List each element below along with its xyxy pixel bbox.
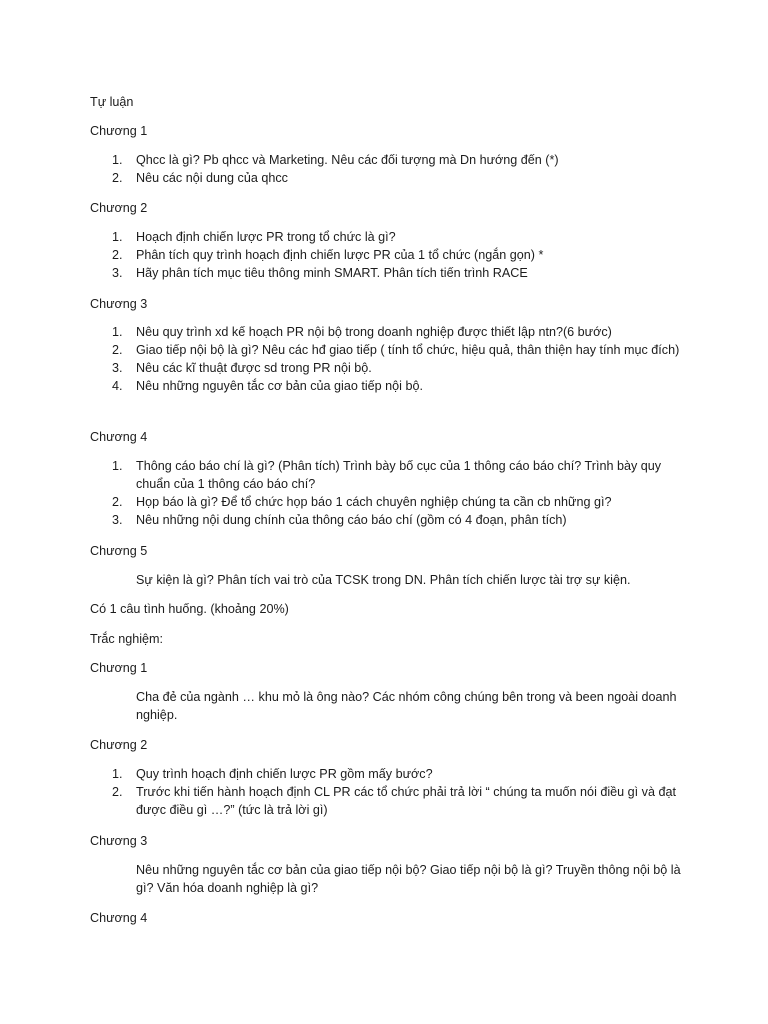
essay-ch3-list xyxy=(90,323,690,395)
essay-ch2-title: Chương 2 xyxy=(90,201,148,215)
mc-ch4-title: Chương 4 xyxy=(90,911,148,925)
essay-ch5-title: Chương 5 xyxy=(90,544,148,558)
essay-ch3-title: Chương 3 xyxy=(90,297,148,311)
list-item: 3. Nêu các kĩ thuật được sd trong PR nội bộ. xyxy=(112,361,372,375)
mc-ch2-title: Chương 2 xyxy=(90,738,148,752)
list-item: 2. Họp báo là gì? Để tổ chức họp báo 1 cách chuyên nghiệp chúng ta cần cb những gì? xyxy=(112,495,612,509)
list-item: 1. Quy trình hoạch định chiến lược PR gồm mấy bước? xyxy=(112,767,433,781)
heading-essay: Tự luận xyxy=(90,95,134,109)
essay-ch1-title: Chương 1 xyxy=(90,124,148,138)
mc-ch3-title: Chương 3 xyxy=(90,834,148,848)
mc-ch1-title: Chương 1 xyxy=(90,661,148,675)
list-item: 2. Phân tích quy trình hoạch định chiến lược PR của 1 tổ chức (ngắn gọn) * xyxy=(112,248,544,262)
mc-ch2-list xyxy=(90,765,690,819)
mc-ch1-text: Cha đẻ của ngành … khu mỏ là ông nào? Các nhóm công chúng bên trong và been ngoài doanh nghiệp. xyxy=(136,690,681,722)
essay-ch4-title: Chương 4 xyxy=(90,430,148,444)
essay-ch2-list xyxy=(90,228,690,282)
list-item: 1. Hoạch định chiến lược PR trong tổ chức là gì? xyxy=(112,230,396,244)
essay-ch4-list xyxy=(90,457,690,529)
essay-ch1-list xyxy=(90,151,690,187)
list-item: 1. Qhcc là gì? Pb qhcc và Marketing. Nêu các đối tượng mà Dn hướng đến (*) xyxy=(112,153,559,167)
list-item: 3. Nêu những nội dung chính của thông cáo báo chí (gồm có 4 đoạn, phân tích) xyxy=(112,513,567,527)
list-item: 1. Thông cáo báo chí là gì? (Phân tích) Trình bày bố cục của 1 thông cáo báo chí? Trình bày quy chuẩn của 1 thông cáo báo chí? xyxy=(112,459,662,491)
mc-ch3-text: Nêu những nguyên tắc cơ bản của giao tiếp nội bộ? Giao tiếp nội bộ là gì? Truyền thông nội bộ là gì? Văn hóa doanh nghiệp là gì? xyxy=(136,863,685,895)
essay-ch5-text: Sự kiện là gì? Phân tích vai trò của TCSK trong DN. Phân tích chiến lược tài trợ sự kiện. xyxy=(136,573,631,587)
situation-note: Có 1 câu tình huống. (khoảng 20%) xyxy=(90,602,289,616)
heading-multiple-choice: Trắc nghiệm: xyxy=(90,632,164,646)
list-item: 2. Trước khi tiến hành hoạch định CL PR các tổ chức phải trả lời “ chúng ta muốn nói điều gì và đạt được điều gì …?” (tức là trả lời gì) xyxy=(112,785,676,817)
list-item: 1. Nêu quy trình xd kế hoạch PR nội bộ trong doanh nghiệp được thiết lập ntn?(6 bước) xyxy=(112,325,612,339)
list-item: 2. Giao tiếp nội bộ là gì? Nêu các hđ giao tiếp ( tính tổ chức, hiệu quả, thân thiện hay tính mục đích) xyxy=(112,343,680,357)
list-item: 2. Nêu các nội dung của qhcc xyxy=(112,171,288,185)
list-item: 3. Hãy phân tích mục tiêu thông minh SMART. Phân tích tiến trình RACE xyxy=(112,266,528,280)
list-item: 4. Nêu những nguyên tắc cơ bản của giao tiếp nội bộ. xyxy=(112,379,423,393)
